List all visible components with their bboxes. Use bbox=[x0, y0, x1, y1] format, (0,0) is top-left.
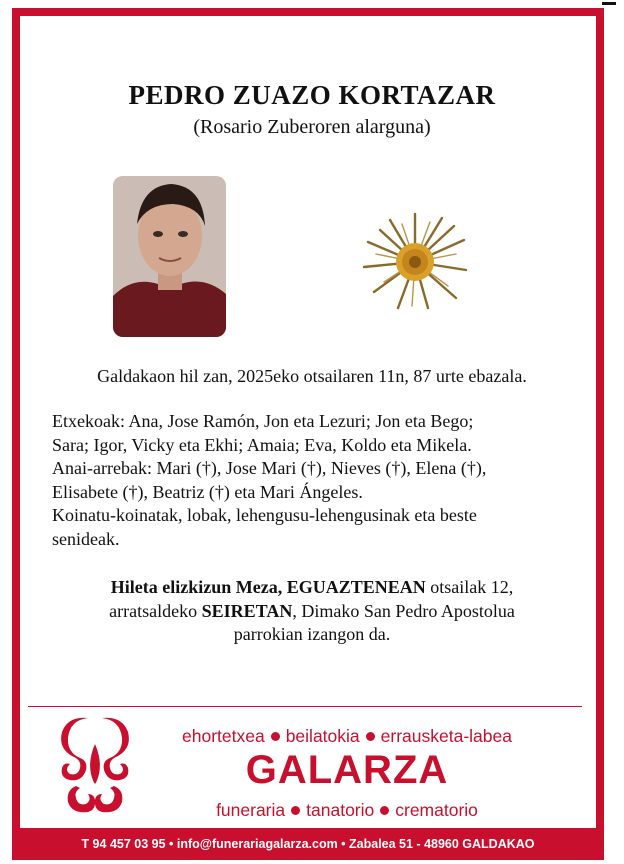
galarza-logo-icon bbox=[58, 714, 132, 820]
funeral-details bbox=[0, 576, 624, 647]
family-line: Sara; Igor, Vicky eta Ekhi; Amaia; Eva, Koldo eta Mikela. bbox=[52, 434, 472, 455]
services-basque bbox=[132, 726, 562, 747]
contact-bar: T 94 457 03 95 • info@funerariagalarza.com • Zabalea 51 - 48960 GALDAKAO bbox=[12, 828, 604, 860]
funeral-date: otsailak 12, bbox=[425, 577, 514, 597]
family-list bbox=[52, 410, 572, 551]
death-announcement: Galdakaon hil zan, 2025eko otsailaren 11n, 87 urte ebazala. bbox=[97, 366, 527, 386]
funeral-mass-label: Hileta elizkizun Meza, bbox=[110, 577, 287, 597]
corner-mark bbox=[602, 2, 616, 5]
service-item: ehortetxea bbox=[182, 726, 265, 746]
footer-divider bbox=[28, 706, 582, 707]
funeral-line-2 bbox=[0, 600, 624, 624]
service-item: crematorio bbox=[395, 800, 478, 820]
funeral-place: , Dimako San Pedro Apostolua bbox=[292, 600, 515, 621]
portrait-photo bbox=[113, 176, 226, 337]
widower-subtitle: (Rosario Zuberoren alarguna) bbox=[193, 116, 431, 138]
family-line: Elisabete (†), Beatriz (†) eta Mari Ángeles. bbox=[52, 481, 363, 502]
deceased-name: PEDRO ZUAZO KORTAZAR bbox=[128, 80, 496, 110]
family-line: Koinatu-koinatak, lobak, lehengusu-lehengusinak eta beste bbox=[52, 505, 477, 525]
funeral-time-prefix: arratsaldeko bbox=[109, 600, 202, 621]
brand-name: GALARZA bbox=[245, 748, 449, 792]
thistle-flower-icon bbox=[360, 212, 470, 312]
bullet-dot-icon bbox=[291, 806, 300, 815]
service-item: funeraria bbox=[216, 800, 286, 820]
bullet-dot-icon bbox=[380, 806, 389, 815]
family-line: Anai-arrebak: Mari (†), Jose Mari (†), Nieves (†), Elena (†), bbox=[52, 458, 487, 478]
service-item: tanatorio bbox=[306, 800, 375, 820]
funeral-time: SEIRETAN bbox=[201, 600, 293, 621]
services-spanish bbox=[132, 800, 562, 821]
family-line: Etxekoak: Ana, Jose Ramón, Jon eta Lezuri; Jon eta Bego; bbox=[52, 411, 474, 431]
service-item: beilatokia bbox=[285, 726, 360, 746]
funeral-line-1 bbox=[0, 576, 624, 600]
funeral-line-3: parrokian izangon da. bbox=[233, 624, 391, 644]
family-line: senideak. bbox=[52, 528, 120, 549]
service-item: errausketa-labea bbox=[380, 726, 512, 746]
bullet-dot-icon bbox=[271, 732, 280, 741]
bullet-dot-icon bbox=[366, 732, 375, 741]
funeral-day: EGUAZTENEAN bbox=[286, 577, 426, 597]
